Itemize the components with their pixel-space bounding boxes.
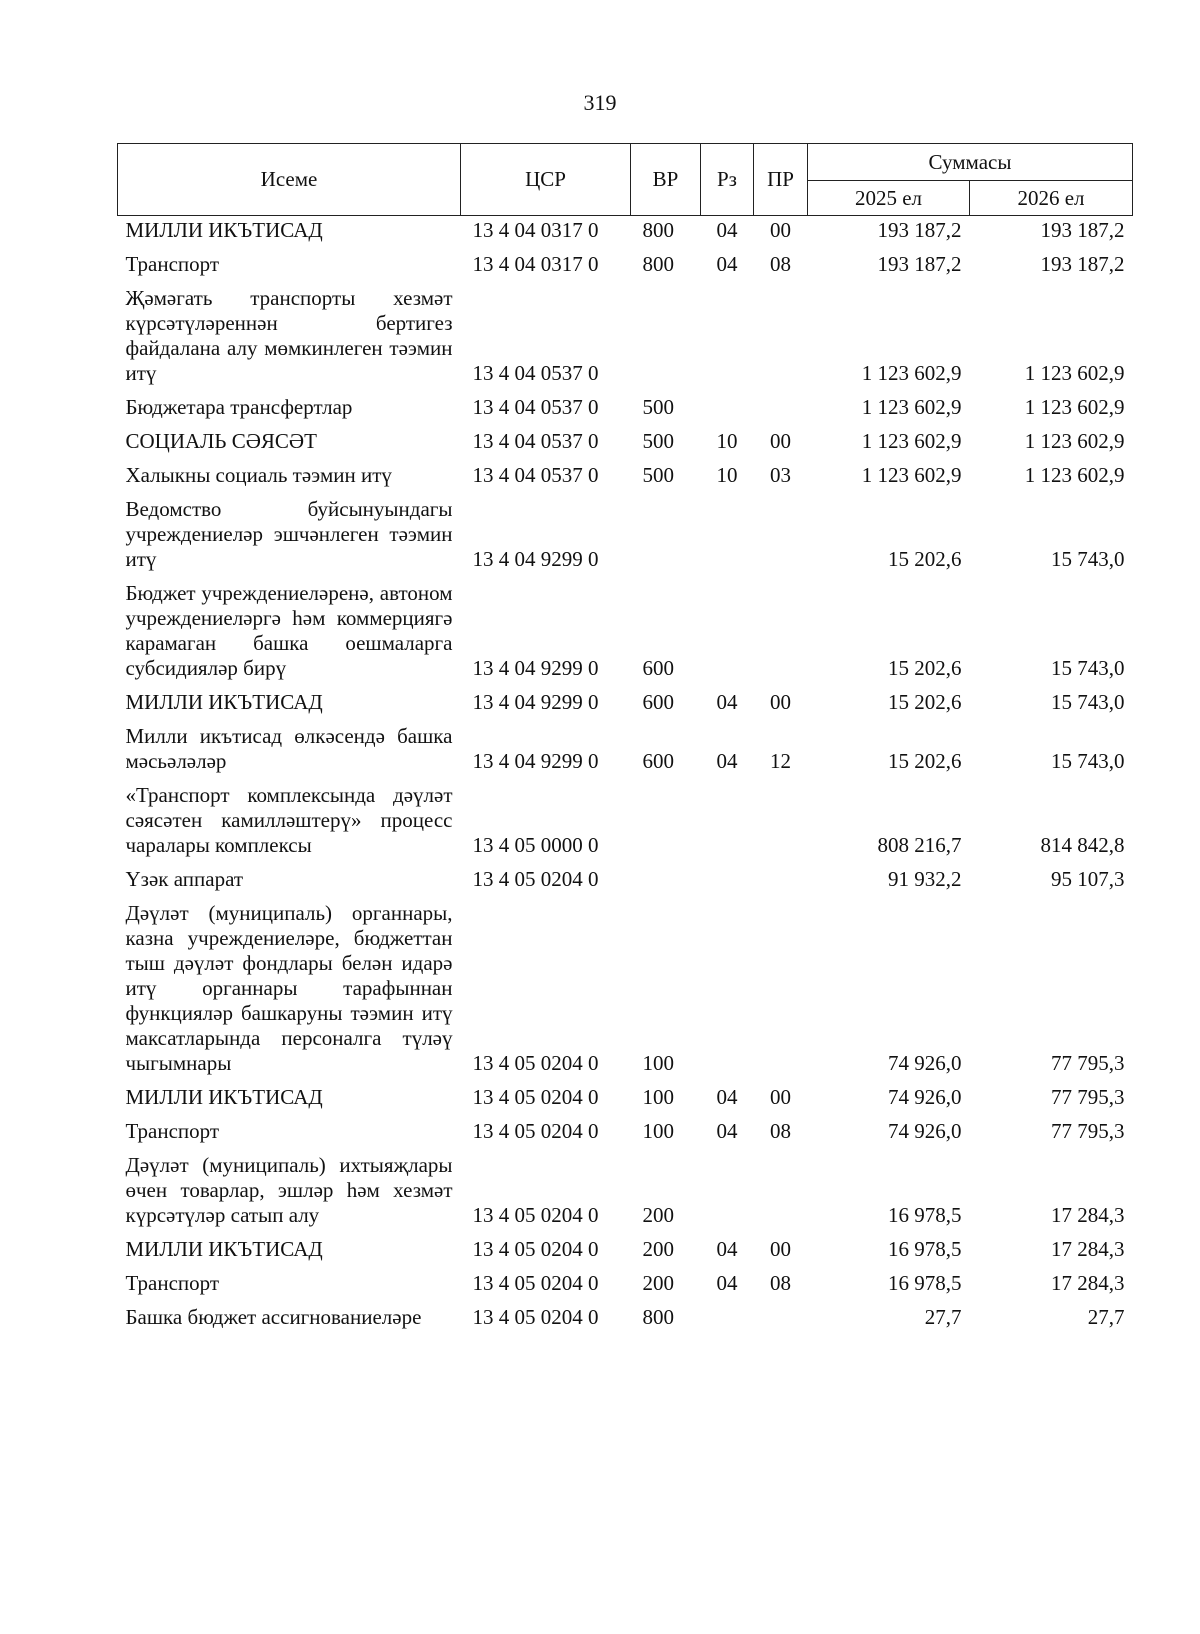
row-vr: 500	[642, 429, 674, 453]
row-amount-2025: 808 216,7	[877, 833, 962, 857]
row-name: Ведомство буйсынуындагы учреждениеләр эшчәнлеген тәэмин итү	[125, 497, 453, 571]
row-csr: 13 4 04 9299 0	[472, 749, 599, 773]
row-amount-2026: 95 107,3	[1051, 867, 1125, 891]
row-csr: 13 4 05 0204 0	[472, 1271, 599, 1295]
row-csr: 13 4 04 0317 0	[472, 252, 599, 276]
row-amount-2026: 1 123 602,9	[1024, 429, 1125, 453]
row-pr: 08	[770, 1271, 791, 1295]
row-amount-2026: 814 842,8	[1040, 833, 1125, 857]
row-pr	[754, 1144, 808, 1228]
row-rz: 04	[716, 690, 738, 714]
row-amount-2025: 16 978,5	[888, 1271, 962, 1295]
row-name: МИЛЛИ ИКЪТИСАД	[125, 1085, 323, 1109]
row-amount-2026: 193 187,2	[1040, 252, 1125, 276]
row-rz: 04	[716, 1271, 738, 1295]
table-row	[118, 1228, 1133, 1262]
table-row	[118, 858, 1133, 892]
row-rz	[701, 277, 754, 386]
row-amount-2026: 27,7	[1087, 1305, 1125, 1329]
row-rz	[701, 1144, 754, 1228]
row-csr: 13 4 04 9299 0	[472, 547, 599, 571]
row-rz: 10	[716, 463, 738, 487]
row-pr: 08	[770, 252, 791, 276]
row-name: Транспорт	[125, 252, 220, 276]
row-csr: 13 4 04 9299 0	[472, 656, 599, 680]
table-row	[118, 216, 1133, 244]
row-amount-2025: 1 123 602,9	[861, 361, 962, 385]
row-rz: 04	[716, 218, 738, 242]
row-csr: 13 4 04 0317 0	[472, 218, 599, 242]
row-amount-2025: 15 202,6	[888, 749, 962, 773]
row-rz: 04	[716, 749, 738, 773]
row-pr	[754, 858, 808, 892]
row-rz	[701, 1296, 754, 1330]
row-amount-2025: 91 932,2	[888, 867, 962, 891]
row-amount-2025: 16 978,5	[888, 1203, 962, 1227]
table-row	[118, 1110, 1133, 1144]
row-amount-2025: 27,7	[924, 1305, 962, 1329]
row-vr: 200	[642, 1203, 674, 1227]
row-vr: 200	[642, 1271, 674, 1295]
row-pr: 03	[770, 463, 791, 487]
header-csr: ЦСР	[461, 144, 631, 216]
row-name: МИЛЛИ ИКЪТИСАД	[125, 218, 323, 242]
row-rz	[701, 572, 754, 681]
header-year-2025: 2025 ел	[808, 181, 970, 216]
row-rz: 04	[716, 1237, 738, 1261]
row-amount-2026: 77 795,3	[1051, 1085, 1125, 1109]
table-row	[118, 1144, 1133, 1228]
row-vr	[631, 488, 701, 572]
row-vr: 500	[642, 395, 674, 419]
row-amount-2025: 15 202,6	[888, 547, 962, 571]
row-pr: 12	[770, 749, 791, 773]
row-amount-2025: 74 926,0	[888, 1051, 962, 1075]
row-csr: 13 4 05 0204 0	[472, 1237, 599, 1261]
row-name: Бюджет учреждениеләренә, автоном учреждениеләргә һәм коммерциягә карамаган башка оешмаларга субсидияләр бирү	[125, 581, 453, 680]
row-rz: 04	[716, 252, 738, 276]
row-amount-2025: 1 123 602,9	[861, 395, 962, 419]
row-pr	[754, 1296, 808, 1330]
row-amount-2025: 193 187,2	[877, 252, 962, 276]
row-amount-2026: 77 795,3	[1051, 1119, 1125, 1143]
row-csr: 13 4 04 9299 0	[472, 690, 599, 714]
row-csr: 13 4 05 0204 0	[472, 1305, 599, 1329]
header-rz: Рз	[701, 144, 754, 216]
row-pr: 00	[770, 1237, 791, 1261]
row-vr: 600	[642, 749, 674, 773]
row-amount-2026: 17 284,3	[1051, 1237, 1125, 1261]
row-vr	[631, 774, 701, 858]
row-pr	[754, 277, 808, 386]
table-row	[118, 572, 1133, 681]
row-name: Җәмәгать транспорты хезмәт күрсәтүләреннән бертигез файдалана алу мөмкинлеген тәэмин итү	[125, 286, 453, 385]
table-header	[118, 144, 1133, 216]
row-pr	[754, 488, 808, 572]
row-rz: 10	[716, 429, 738, 453]
row-csr: 13 4 04 0537 0	[472, 361, 599, 385]
table-row	[118, 1262, 1133, 1296]
row-name: Дәүләт (муниципаль) ихтыяҗлары өчен товарлар, эшләр һәм хезмәт күрсәтүләр сатып алу	[125, 1153, 453, 1227]
table-row	[118, 1296, 1133, 1330]
row-name: Транспорт	[125, 1119, 220, 1143]
row-csr: 13 4 05 0204 0	[472, 1203, 599, 1227]
row-amount-2025: 1 123 602,9	[861, 429, 962, 453]
table-row	[118, 488, 1133, 572]
row-amount-2025: 1 123 602,9	[861, 463, 962, 487]
row-vr: 100	[642, 1119, 674, 1143]
row-vr: 800	[642, 1305, 674, 1329]
row-name: СОЦИАЛЬ СӘЯСӘТ	[125, 429, 317, 453]
row-name: Милли икътисад өлкәсендә башка мәсьәләләр	[125, 724, 453, 773]
page-number: 319	[583, 90, 617, 115]
row-vr: 200	[642, 1237, 674, 1261]
row-name: Дәүләт (муниципаль) органнары, казна учреждениеләре, бюджеттан тыш дәүләт фондлары белән идарә итү органнары тарафыннан функцияләр башкаруны тәэмин итү максатларында персоналга түләү чыгымнары	[125, 901, 453, 1075]
row-vr: 800	[642, 252, 674, 276]
header-name: Исеме	[118, 144, 461, 216]
row-amount-2026: 1 123 602,9	[1024, 395, 1125, 419]
row-amount-2026: 15 743,0	[1051, 656, 1125, 680]
row-vr: 100	[642, 1085, 674, 1109]
row-name: Үзәк аппарат	[125, 867, 244, 891]
header-year-2026: 2026 ел	[970, 181, 1133, 216]
header-sum: Суммасы	[808, 144, 1133, 181]
row-amount-2025: 193 187,2	[877, 218, 962, 242]
header-pr: ПР	[754, 144, 808, 216]
table-row	[118, 1076, 1133, 1110]
row-csr: 13 4 05 0204 0	[472, 1085, 599, 1109]
row-rz: 04	[716, 1085, 738, 1109]
row-vr	[631, 277, 701, 386]
row-amount-2025: 15 202,6	[888, 690, 962, 714]
row-csr: 13 4 05 0204 0	[472, 1119, 599, 1143]
row-amount-2026: 77 795,3	[1051, 1051, 1125, 1075]
table-row	[118, 715, 1133, 774]
row-vr: 800	[642, 218, 674, 242]
row-name: Башка бюджет ассигнованиеләре	[125, 1305, 422, 1329]
row-amount-2026: 15 743,0	[1051, 749, 1125, 773]
row-csr: 13 4 05 0000 0	[472, 833, 599, 857]
row-csr: 13 4 05 0204 0	[472, 867, 599, 891]
row-csr: 13 4 04 0537 0	[472, 395, 599, 419]
row-name: МИЛЛИ ИКЪТИСАД	[125, 690, 323, 714]
row-pr	[754, 892, 808, 1076]
table-row	[118, 277, 1133, 386]
row-vr: 600	[642, 656, 674, 680]
row-name: МИЛЛИ ИКЪТИСАД	[125, 1237, 323, 1261]
row-pr: 00	[770, 429, 791, 453]
row-rz	[701, 858, 754, 892]
row-pr: 00	[770, 1085, 791, 1109]
table-row	[118, 243, 1133, 277]
row-amount-2026: 193 187,2	[1040, 218, 1125, 242]
row-amount-2026: 1 123 602,9	[1024, 361, 1125, 385]
row-csr: 13 4 04 0537 0	[472, 429, 599, 453]
row-amount-2025: 16 978,5	[888, 1237, 962, 1261]
row-name: «Транспорт комплексында дәүләт сәясәтен камилләштерү» процесс чаралары комплексы	[125, 783, 453, 857]
row-pr	[754, 386, 808, 420]
row-amount-2025: 74 926,0	[888, 1085, 962, 1109]
table-row	[118, 420, 1133, 454]
row-pr: 00	[770, 218, 791, 242]
table-row	[118, 892, 1133, 1076]
table-row	[118, 774, 1133, 858]
row-vr	[631, 858, 701, 892]
row-amount-2026: 1 123 602,9	[1024, 463, 1125, 487]
row-pr	[754, 572, 808, 681]
row-vr: 600	[642, 690, 674, 714]
table-row	[118, 386, 1133, 420]
row-amount-2025: 15 202,6	[888, 656, 962, 680]
row-csr: 13 4 04 0537 0	[472, 463, 599, 487]
row-rz	[701, 774, 754, 858]
row-amount-2026: 17 284,3	[1051, 1271, 1125, 1295]
row-amount-2026: 15 743,0	[1051, 690, 1125, 714]
row-rz	[701, 386, 754, 420]
budget-table	[117, 143, 1133, 1330]
row-vr: 500	[642, 463, 674, 487]
row-rz: 04	[716, 1119, 738, 1143]
row-csr: 13 4 05 0204 0	[472, 1051, 599, 1075]
table-body	[118, 216, 1133, 1331]
row-amount-2025: 74 926,0	[888, 1119, 962, 1143]
row-vr: 100	[642, 1051, 674, 1075]
row-rz	[701, 892, 754, 1076]
row-name: Халыкны социаль тәэмин итү	[125, 463, 392, 487]
row-pr	[754, 774, 808, 858]
row-amount-2026: 17 284,3	[1051, 1203, 1125, 1227]
header-vr: ВР	[631, 144, 701, 216]
table-row	[118, 681, 1133, 715]
row-pr: 08	[770, 1119, 791, 1143]
row-name: Транспорт	[125, 1271, 220, 1295]
row-amount-2026: 15 743,0	[1051, 547, 1125, 571]
table-row	[118, 454, 1133, 488]
row-rz	[701, 488, 754, 572]
row-name: Бюджетара трансфертлар	[125, 395, 353, 419]
row-pr: 00	[770, 690, 791, 714]
